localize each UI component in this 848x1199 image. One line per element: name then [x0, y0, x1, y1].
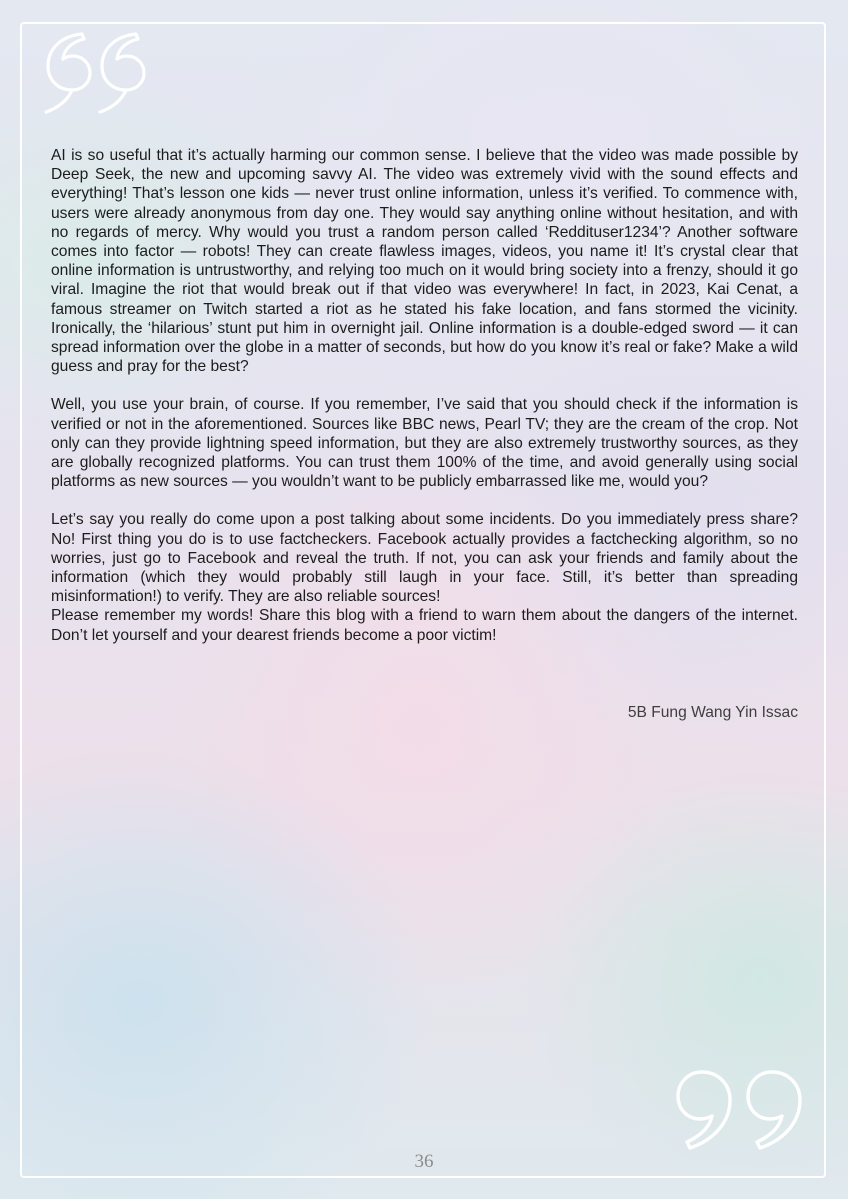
- article-paragraph-1: AI is so useful that it’s actually harming our common sense. I believe that the video was made possible by Deep Seek, the new and upcoming savvy AI. The video was extremely vivid with the sound effects and everything! That’s lesson one kids — never trust online information, unless it’s verified. To commence with, users were already anonymous from day one. They would say anything online without hesitation, and with no regards of mercy. Why would you trust a random person called ‘Reddituser1234’? Another software comes into factor — robots! They can create flawless images, videos, you name it! It’s crystal clear that online information is untrustworthy, and relying too much on it would bring society into a frenzy, should it go viral. Imagine the riot that would break out if that video was everywhere! In fact, in 2023, Kai Cenat, a famous streamer on Twitch started a riot as he stated his fake location, and fans stormed the vicinity. Ironically, the ‘hilarious’ stunt put him in overnight jail. Online information is a double-edged sword — it can spread information over the globe in a matter of seconds, but how do you know it’s real or fake? Make a wild guess and pray for the best?: [51, 147, 798, 376]
- open-quote-icon: [28, 26, 150, 120]
- author-byline: 5B Fung Wang Yin Issac: [627, 704, 798, 721]
- page-number: 36: [414, 1151, 434, 1172]
- article-paragraph-3: Let’s say you really do come upon a post talking about some incidents. Do you immediately press share? No! First thing you do is to use factcheckers. Facebook actually provides a factchecking algorithm, so no worries, just go to Facebook and reveal the truth. If not, you can ask your friends and family about the information (which they would probably still laugh in your face. Still, it’s better than spreading misinformation!) to verify. They are also reliable sources!: [51, 511, 798, 606]
- article-paragraph-2: Well, you use your brain, of course. If you remember, I’ve said that you should check if the information is verified or not in the aforementioned. Sources like BBC news, Pearl TV; they are the cream of the crop. Not only can they provide lightning speed information, but they are also extremely trustworthy sources, as they are globally recognized platforms. You can trust them 100% of the time, and avoid generally using social platforms as new sources — you wouldn’t want to be publicly embarrassed like me, would you?: [51, 396, 798, 491]
- close-quote-icon: [666, 1062, 816, 1162]
- article-paragraph-4: Please remember my words! Share this blog with a friend to warn them about the dangers of the internet. Don’t let yourself and your dearest friends become a poor victim!: [51, 607, 798, 644]
- article-body: [51, 146, 798, 645]
